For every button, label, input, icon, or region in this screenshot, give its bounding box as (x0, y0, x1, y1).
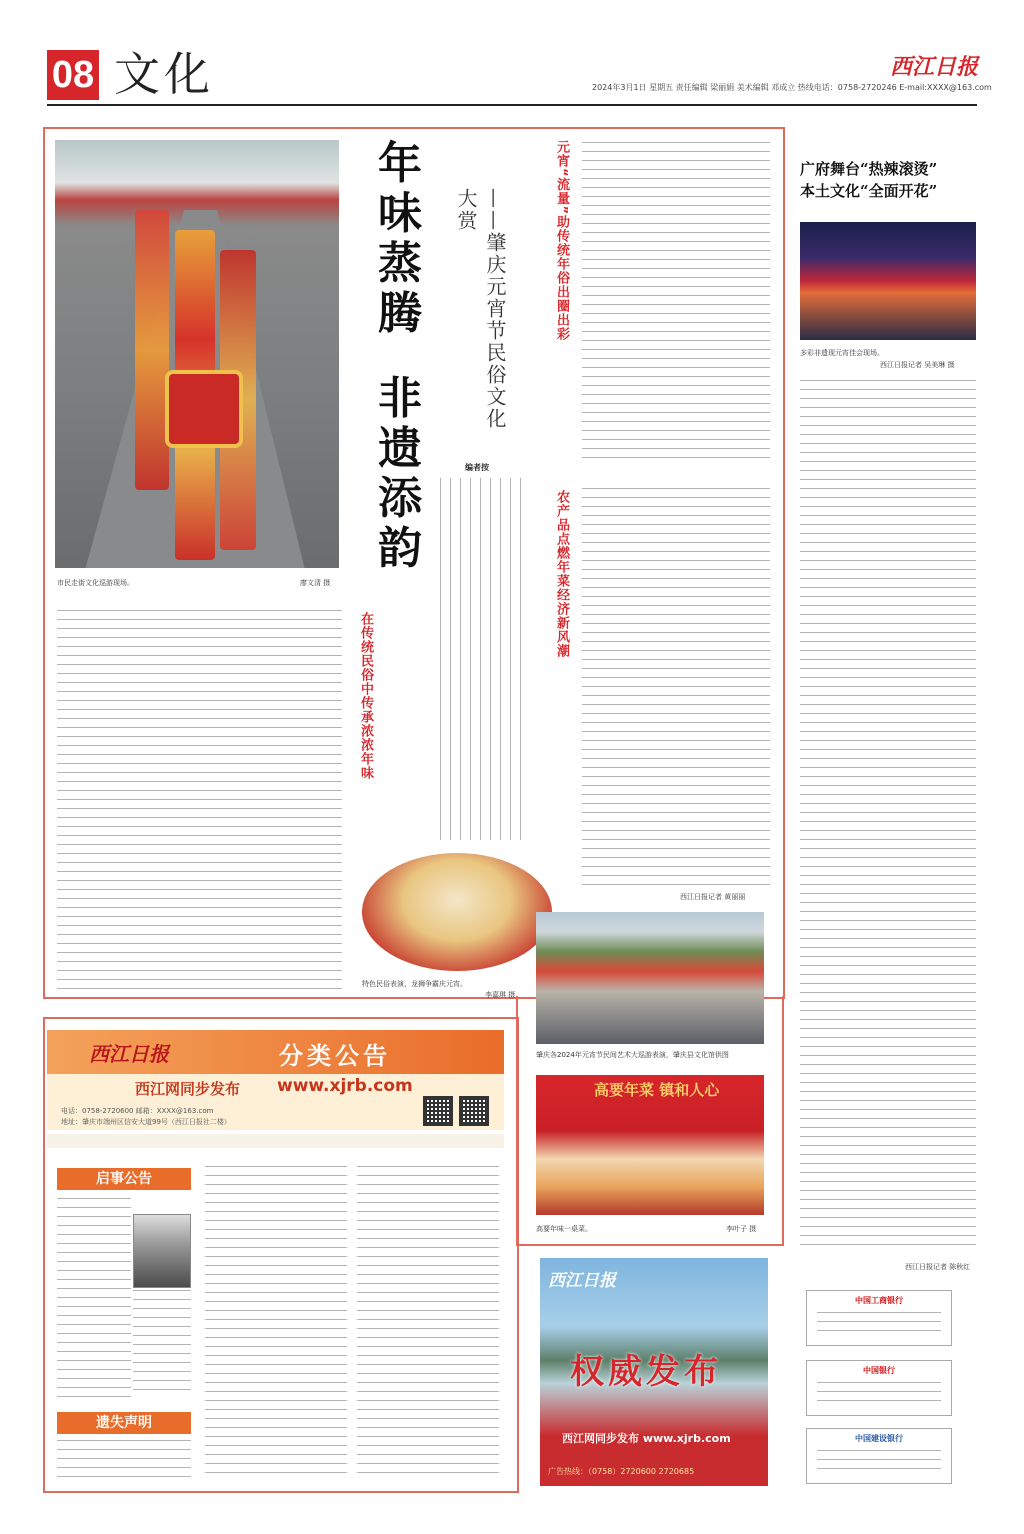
notice-text (133, 1290, 191, 1398)
section-head-folk: 在传统民俗中传承浓浓年味 (358, 612, 373, 780)
stage-credit: 西江日报记者 吴美琳 摄 (880, 361, 955, 369)
section-title: 文化 (114, 47, 214, 101)
food-photo (536, 1075, 764, 1215)
small-ad-title: 中国银行 (863, 1366, 895, 1375)
classified-fineprint (47, 1134, 504, 1148)
classified-text (205, 1166, 347, 1478)
right-title-line1: 广府舞台“热辣滚烫” (800, 160, 938, 178)
promo-ad[interactable] (540, 1258, 768, 1486)
promo-slogan: 权威发布 (570, 1352, 722, 1392)
classified-logo: 西江日报 (89, 1042, 169, 1066)
headline-char: 遗 (378, 423, 422, 474)
small-ad-title: 中国工商银行 (855, 1296, 903, 1305)
classified-address: 地址：肇庆市端州区信安大道99号（西江日报社二楼） (61, 1118, 231, 1126)
stage-photo (800, 222, 976, 340)
section-head-farm: 农产品点燃年菜经济新风潮 (554, 490, 569, 658)
editor-note-label: 编者按 (465, 463, 489, 472)
classified-url[interactable]: www.xjrb.com (277, 1076, 413, 1096)
small-ad-ccb[interactable] (806, 1428, 952, 1484)
classified-header (47, 1030, 504, 1074)
small-ad-boc[interactable] (806, 1360, 952, 1416)
page-number: 08 (47, 50, 99, 100)
editor-note-text (440, 478, 528, 840)
classified-title: 分类公告 (279, 1042, 391, 1070)
headline-char: 添 (378, 473, 422, 524)
headline-char: 非 (378, 373, 422, 424)
crowd-caption: 肇庆各2024年元宵节民间艺术大巡游表演，肇庆县文化馆供图 (536, 1051, 729, 1059)
headline-char: 蒸 (378, 238, 422, 289)
lion-credit: 李嘉琪 摄 (485, 991, 516, 999)
section-head-flow: 元宵“流量”助传统年俗出圈出彩 (554, 140, 569, 342)
right-title-line2: 本土文化“全面开花” (800, 182, 938, 200)
headline-char: 腾 (378, 288, 422, 339)
parade-photo (55, 140, 339, 568)
lion-dance-photo (362, 853, 552, 971)
qr-code (459, 1096, 489, 1126)
right-column-title (800, 158, 980, 202)
small-ad-icbc[interactable] (806, 1290, 952, 1346)
lion-caption: 特色民俗表演，龙狮争霸庆元宵。 (362, 980, 467, 988)
food-caption: 高要年味一桌菜。 (536, 1225, 592, 1233)
right-article-text (800, 380, 976, 1250)
notice-text (57, 1198, 131, 1398)
promo-phone: 广告热线：（0758）2720600 2720685 (548, 1467, 695, 1476)
parade-caption: 市民走街文化巡游现场。 (57, 579, 134, 587)
article-text (57, 610, 342, 990)
masthead-logo: 西江日报 (890, 54, 979, 80)
lost-box-title: 遗失声明 (57, 1412, 191, 1434)
classified-subheader (47, 1074, 504, 1130)
stage-caption: 多彩非遗现元宵佳会现场。 (800, 349, 884, 357)
classified-text (357, 1166, 499, 1478)
portrait-photo (133, 1214, 191, 1288)
byline-mid: 西江日报记者 黄丽丽 (680, 893, 746, 901)
qr-code (423, 1096, 453, 1126)
food-banner: 高要年菜 镇和人心 (594, 1081, 720, 1099)
article-text (582, 142, 770, 462)
classified-phone: 电话：0758-2720600 邮箱：XXXX@163.com (61, 1107, 214, 1115)
header-rule (47, 104, 977, 106)
promo-logo: 西江日报 (548, 1271, 616, 1291)
header-meta: 2024年3月1日 星期五 责任编辑 梁丽娟 美术编辑 邓成立 热线电话：0758-2720246 E-mail:XXXX@163.com (592, 83, 992, 92)
promo-sync: 西江网同步发布 www.xjrb.com (562, 1432, 731, 1445)
article-text (582, 488, 770, 888)
classified-sync: 西江网同步发布 (135, 1080, 241, 1098)
food-credit: 李叶子 摄 (726, 1225, 757, 1233)
lost-text (57, 1440, 191, 1480)
parade-credit: 廖文清 摄 (300, 579, 331, 587)
small-ad-title: 中国建设银行 (855, 1434, 903, 1443)
notice-box-title: 启事公告 (57, 1168, 191, 1190)
headline-char: 年 (378, 138, 422, 189)
subtitle: ——肇庆元宵节民俗文化大赏 (454, 188, 507, 430)
headline-char: 味 (378, 188, 422, 239)
right-byline: 西江日报记者 陈秋红 (905, 1263, 971, 1271)
headline-char: 韵 (378, 523, 422, 574)
